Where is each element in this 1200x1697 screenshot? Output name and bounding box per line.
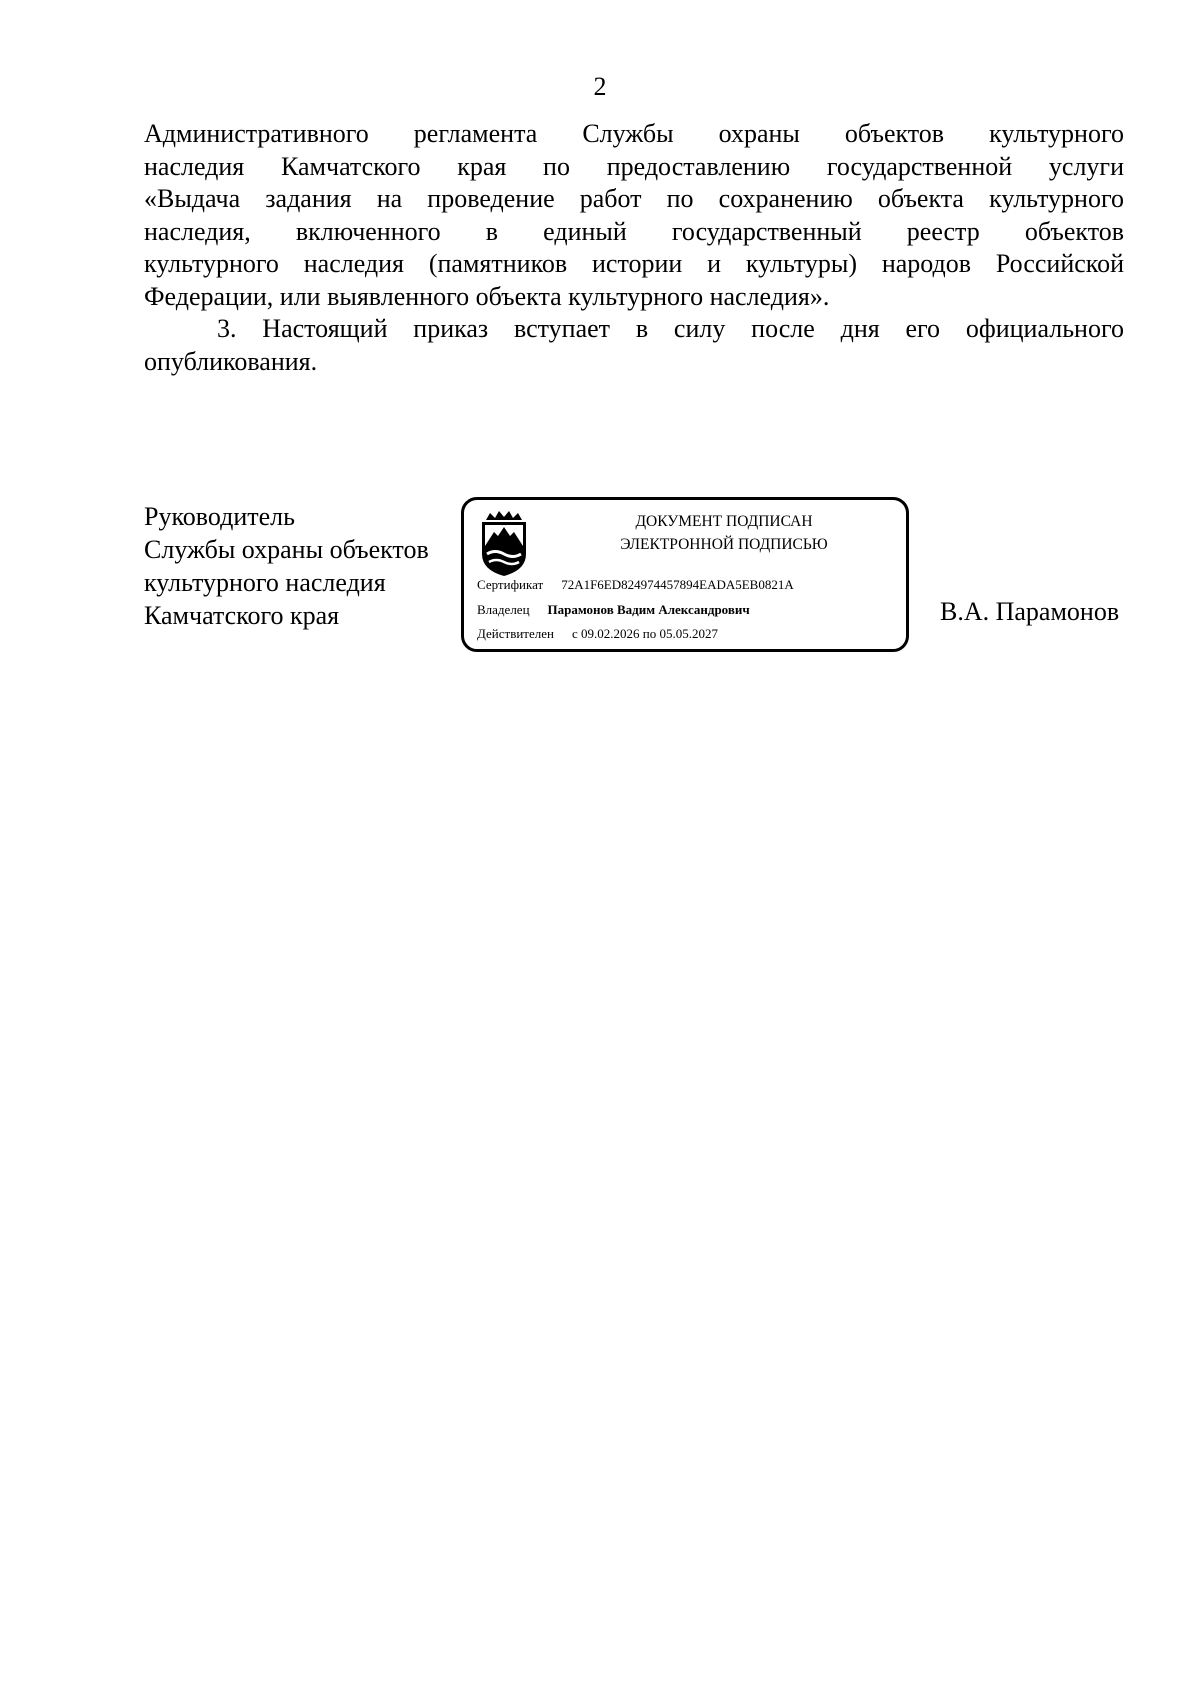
stamp-certificate-row: [477, 576, 794, 594]
paragraph-regulation: [144, 118, 1124, 313]
text-line: наследия Камчатского края по предоставлению государственной услуги: [144, 151, 1124, 181]
stamp-header-line: ДОКУМЕНТ ПОДПИСАН: [635, 513, 813, 530]
kamchatka-coat-of-arms-icon: [478, 510, 530, 578]
text-line: «Выдача задания на проведение работ по сохранению объекта культурного: [144, 184, 1124, 213]
stamp-validity-row: [477, 625, 718, 643]
electronic-signature-stamp: [461, 497, 909, 652]
validity-value: с 09.02.2026 по 05.05.2027: [571, 626, 718, 641]
signer-position-line: Службы охраны объектов: [144, 535, 429, 564]
paragraph-entry-into-force: [144, 313, 1124, 378]
stamp-owner-row: [477, 601, 750, 619]
stamp-header: [550, 510, 898, 556]
validity-label: Действителен: [477, 626, 554, 641]
text-line: Административного регламента Службы охраны объектов культурного: [144, 119, 1124, 148]
signer-position: [144, 500, 429, 632]
signer-position-line: культурного наследия: [144, 568, 386, 597]
text-line: Федерации, или выявленного объекта культурного наследия».: [144, 281, 830, 311]
owner-label: Владелец: [477, 602, 530, 617]
certificate-label: Сертификат: [477, 577, 544, 592]
text-line: опубликования.: [144, 346, 318, 376]
document-body: [144, 118, 1124, 378]
text-line: 3. Настоящий приказ вступает в силу после дня его официального: [217, 314, 1124, 343]
signer-position-line: Камчатского края: [144, 601, 340, 630]
owner-value: Парамонов Вадим Александрович: [547, 602, 750, 617]
page-number: 2: [593, 72, 607, 101]
signer-position-line: Руководитель: [144, 502, 295, 531]
signer-name: В.А. Парамонов: [940, 597, 1120, 626]
stamp-header-line: ЭЛЕКТРОННОЙ ПОДПИСЬЮ: [620, 536, 828, 553]
certificate-value: 72A1F6ED824974457894EADA5EB0821A: [561, 577, 794, 592]
text-line: культурного наследия (памятников истории и культуры) народов Российской: [144, 249, 1124, 278]
text-line: наследия, включенного в единый государственный реестр объектов: [144, 216, 1124, 246]
